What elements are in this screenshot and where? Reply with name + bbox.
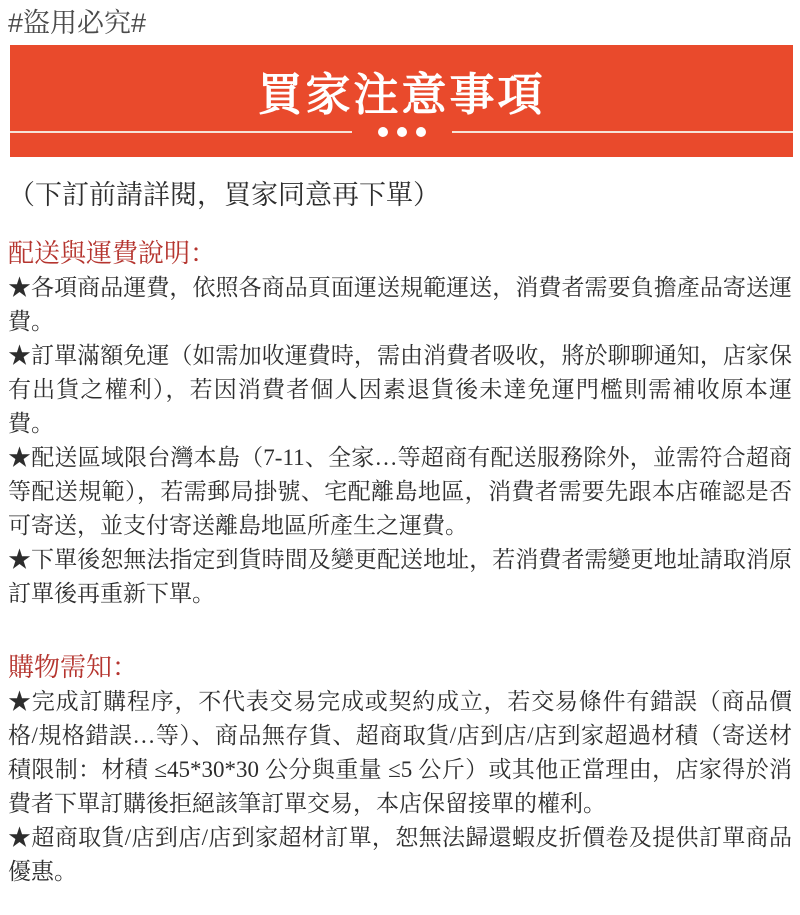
section-shipping-heading: 配送與運費說明： [8, 239, 217, 268]
banner-divider [10, 126, 793, 138]
subtitle-note: （下訂前請詳閱，買家同意再下單） [8, 180, 440, 210]
watermark-text: #盜用必究# [8, 8, 147, 38]
shipping-term-3: ★配送區域限台灣本島（7-11、全家…等超商有配送服務除外，並需符合超商等配送規範），若需郵局掛號、宅配離島地區，消費者需要先跟本店確認是否可寄送，並支付寄送離島地區所產生之運費。 [8, 445, 792, 538]
notice-banner [10, 45, 793, 157]
section-purchase-heading: 購物需知： [8, 653, 139, 682]
banner-title: 買家注意事項 [257, 69, 546, 120]
ellipsis-dots-icon [378, 127, 426, 137]
section-purchase [0, 651, 800, 889]
purchase-term-1: ★完成訂購程序，不代表交易完成或契約成立，若交易條件有錯誤（商品價格/規格錯誤…等）、商品無存貨、超商取貨/店到店/店到家超過材積（寄送材積限制：材積 ≤45*30*30 公分與重量 ≤5 公斤）或其他正當理由，店家得於消費者下單訂購後拒絕該筆訂單交易，本店保留接單的權利。 [8, 689, 792, 816]
purchase-term-2: ★超商取貨/店到店/店到家超材訂單，恕無法歸還蝦皮折價卷及提供訂單商品優惠。 [8, 825, 792, 884]
shipping-term-1: ★各項商品運費，依照各商品頁面運送規範運送，消費者需要負擔產品寄送運費。 [8, 275, 792, 334]
divider-line-right [452, 131, 794, 133]
section-shipping [0, 237, 800, 611]
shipping-term-2: ★訂單滿額免運（如需加收運費時，需由消費者吸收，將於聊聊通知，店家保有出貨之權利），若因消費者個人因素退貨後未達免運門檻則需補收原本運費。 [8, 343, 792, 436]
divider-line-left [10, 131, 352, 133]
shipping-term-4: ★下單後恕無法指定到貨時間及變更配送地址，若消費者需變更地址請取消原訂單後再重新下單。 [8, 547, 792, 606]
